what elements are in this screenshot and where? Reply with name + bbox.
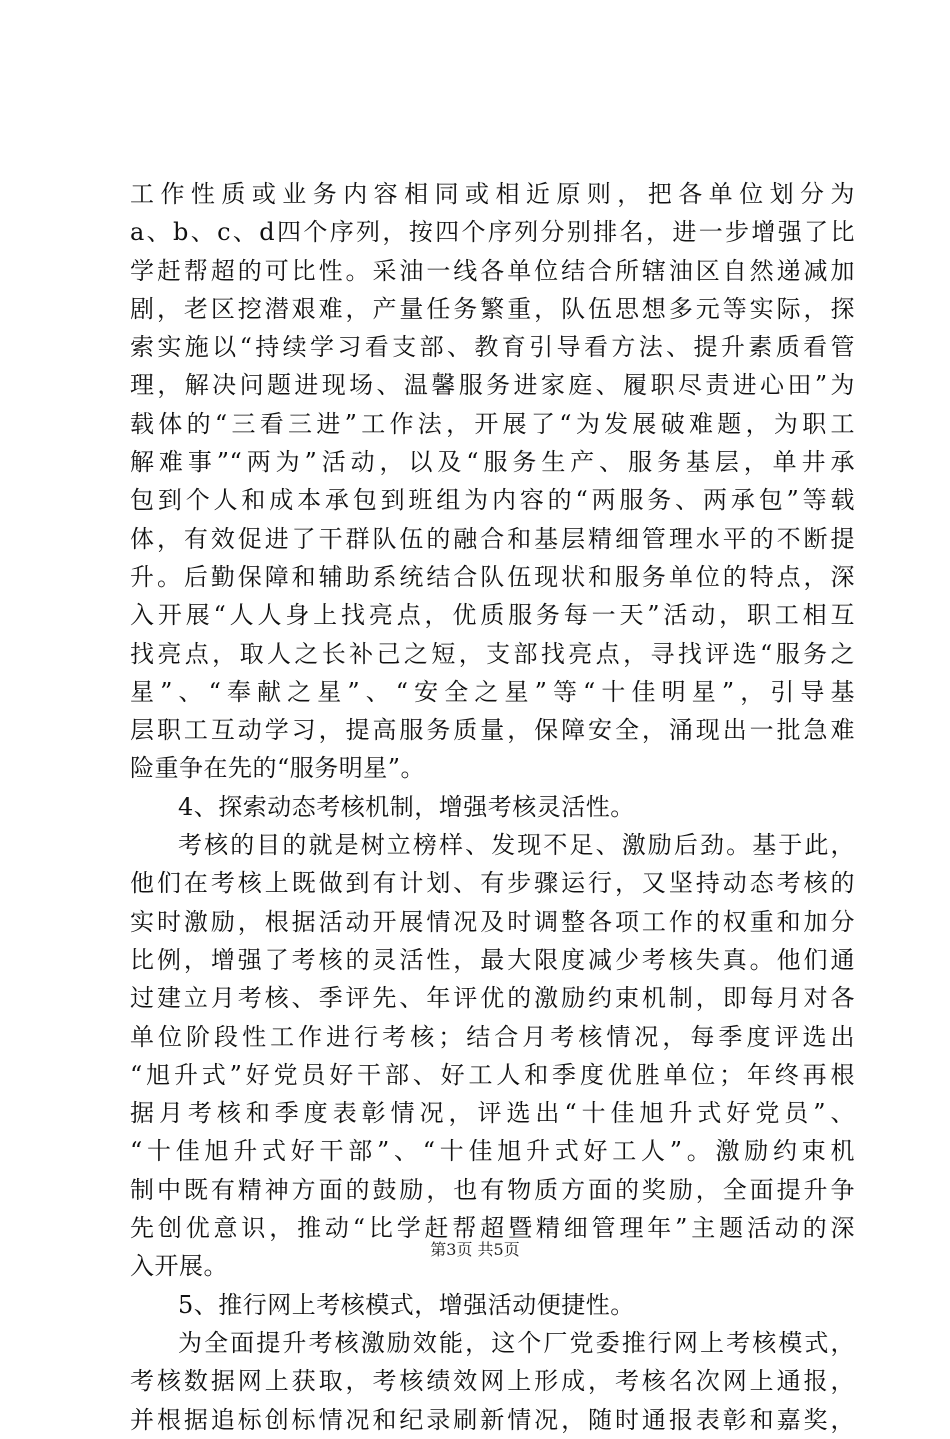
text-line: 剧，老区挖潜艰难，产量任务繁重，队伍思想多元等实际，探 [130, 294, 855, 323]
section-heading [130, 788, 855, 826]
text-line: 考核的目的就是树立榜样、发现不足、激励后劲。基于此， [178, 831, 855, 860]
text-line: 单位阶段性工作进行考核；结合月考核情况，每季度评选出 [130, 1022, 855, 1051]
text-line: 比例，增强了考核的灵活性，最大限度减少考核失真。他们通 [130, 945, 855, 974]
text-line: “旭升式”好党员好干部、好工人和季度优胜单位；年终再根 [130, 1060, 855, 1089]
text-line: a、b、c、d四个序列，按四个序列分别排名，进一步增强了比 [130, 218, 855, 247]
text-line: 并根据追标创标情况和纪录刷新情况，随时通报表彰和嘉奖， [130, 1405, 855, 1434]
text-line: 索实施以“持续学习看支部、教育引导看方法、提升素质看管 [130, 333, 855, 362]
text-line: 找亮点，取人之长补己之短，支部找亮点，寻找评选“服务之 [130, 639, 855, 668]
text-line: 升。后勤保障和辅助系统结合队伍现状和服务单位的特点，深 [130, 562, 855, 591]
text-line: 他们在考核上既做到有计划、有步骤运行，又坚持动态考核的 [130, 869, 855, 898]
page-footer: 第3页 共5页 [430, 1240, 520, 1259]
text-line: 考核数据网上获取，考核绩效网上形成，考核名次网上通报， [130, 1367, 855, 1396]
text-line: 理，解决问题进现场、温馨服务进家庭、履职尽责进心田”为 [130, 371, 855, 400]
text-line: 为全面提升考核激励效能，这个厂党委推行网上考核模式， [178, 1328, 855, 1357]
text-line: 据月考核和季度表彰情况，评选出“十佳旭升式好党员”、 [130, 1099, 855, 1128]
text-line: 5、推行网上考核模式，增强活动便捷性。 [178, 1290, 635, 1319]
body-paragraph [130, 175, 855, 788]
text-line: 险重争在先的“服务明星”。 [130, 754, 426, 783]
text-line: 层职工互动学习，提高服务质量，保障安全，涌现出一批急难 [130, 716, 855, 745]
text-line: “十佳旭升式好干部”、“十佳旭升式好工人”。激励约束机 [130, 1137, 855, 1166]
text-line: 先创优意识，推动“比学赶帮超暨精细管理年”主题活动的深 [130, 1214, 855, 1243]
text-line: 解难事”“两为”活动，以及“服务生产、服务基层，单井承 [130, 448, 855, 477]
text-line: 体，有效促进了干群队伍的融合和基层精细管理水平的不断提 [130, 524, 855, 553]
text-line: 星”、“奉献之星”、“安全之星”等“十佳明星”，引导基 [130, 677, 855, 706]
text-line: 4、探索动态考核机制，增强考核灵活性。 [178, 792, 635, 821]
text-line: 制中既有精神方面的鼓励，也有物质方面的奖励，全面提升争 [130, 1175, 855, 1204]
body-paragraph [130, 1324, 855, 1439]
text-line: 载体的“三看三进”工作法，开展了“为发展破难题，为职工 [130, 409, 855, 438]
text-line: 实时激励，根据活动开展情况及时调整各项工作的权重和加分 [130, 907, 855, 936]
text-line: 过建立月考核、季评先、年评优的激励约束机制，即每月对各 [130, 984, 855, 1013]
body-paragraph [130, 826, 855, 1286]
text-line: 入开展。 [130, 1252, 228, 1281]
text-line: 工作性质或业务内容相同或相近原则，把各单位划分为 [130, 180, 855, 208]
text-line: 入开展“人人身上找亮点，优质服务每一天”活动，职工相互 [130, 601, 855, 630]
section-heading [130, 1286, 855, 1324]
text-line: 学赶帮超的可比性。采油一线各单位结合所辖油区自然递减加 [130, 256, 855, 285]
text-line: 包到个人和成本承包到班组为内容的“两服务、两承包”等载 [130, 486, 855, 515]
